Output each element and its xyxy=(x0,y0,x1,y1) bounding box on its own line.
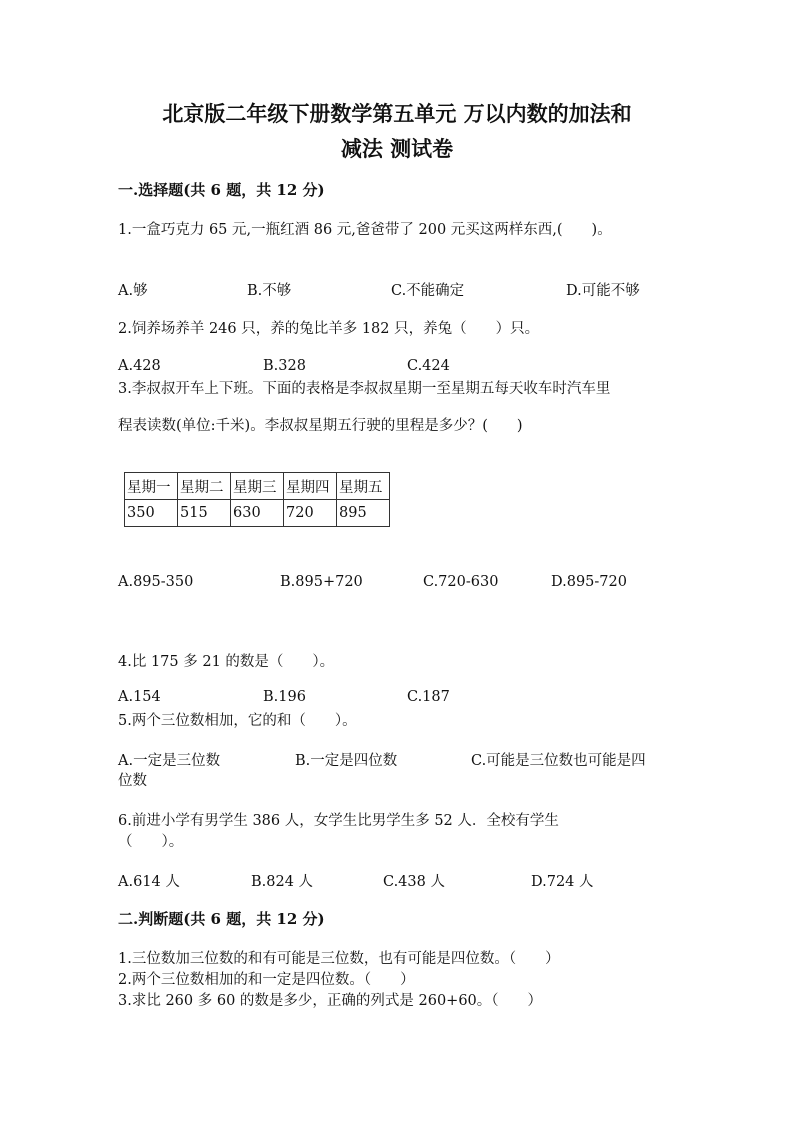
table-cell: 350 xyxy=(125,500,178,527)
question-6-option-a: A.614 人 xyxy=(118,874,180,890)
question-4-option-c: C.187 xyxy=(407,689,450,705)
question-3-option-b: B.895+720 xyxy=(280,574,363,590)
table-header-cell: 星期二 xyxy=(178,473,231,500)
judgement-item-3: 3.求比 260 多 60 的数是多少，正确的列式是 260+60。（ ） xyxy=(118,993,543,1009)
question-3-option-d: D.895-720 xyxy=(551,574,627,590)
question-6-text-line-2: （ ）。 xyxy=(118,834,184,850)
table-cell: 630 xyxy=(231,500,284,527)
question-3-option-a: A.895-350 xyxy=(118,574,194,590)
table-header-cell: 星期三 xyxy=(231,473,284,500)
question-5-option-b: B.一定是四位数 xyxy=(295,753,398,769)
question-3-text-line-2: 程表读数(单位:千米)。李叔叔星期五行驶的里程是多少？( ) xyxy=(118,418,523,434)
table-row xyxy=(125,500,390,527)
question-2-option-c: C.424 xyxy=(407,358,450,374)
question-3-text-line-1: 3.李叔叔开车上下班。下面的表格是李叔叔星期一至星期五每天收车时汽车里 xyxy=(118,381,611,397)
question-6-option-c: C.438 人 xyxy=(383,874,445,890)
question-5-option-c-wrap: 位数 xyxy=(118,773,147,789)
question-1-option-a: A.够 xyxy=(118,283,148,299)
page-title-line-2: 减法 测试卷 xyxy=(340,136,454,161)
mileage-table xyxy=(124,472,390,527)
section-heading-judgement: 二.判断题(共 6 题，共 12 分) xyxy=(118,910,325,928)
question-6-option-b: B.824 人 xyxy=(251,874,314,890)
question-2-text: 2.饲养场养羊 246 只，养的兔比羊多 182 只，养兔（ ）只。 xyxy=(118,321,540,337)
table-header-cell: 星期四 xyxy=(284,473,337,500)
question-1-option-d: D.可能不够 xyxy=(566,283,640,299)
table-header-cell: 星期五 xyxy=(337,473,390,500)
question-5-option-a: A.一定是三位数 xyxy=(118,753,221,769)
question-3-option-c: C.720-630 xyxy=(423,574,499,590)
question-5-option-c: C.可能是三位数也可能是四 xyxy=(471,753,646,769)
question-4-option-a: A.154 xyxy=(118,689,161,705)
question-2-option-b: B.328 xyxy=(263,358,306,374)
table-cell: 895 xyxy=(337,500,390,527)
question-6-option-d: D.724 人 xyxy=(531,874,594,890)
question-5-text: 5.两个三位数相加，它的和（ ）。 xyxy=(118,713,357,729)
table-cell: 720 xyxy=(284,500,337,527)
section-heading-choice: 一.选择题(共 6 题，共 12 分) xyxy=(118,181,325,199)
question-1-option-c: C.不能确定 xyxy=(391,283,465,299)
table-header-cell: 星期一 xyxy=(125,473,178,500)
question-6-text-line-1: 6.前进小学有男学生 386 人，女学生比男学生多 52 人．全校有学生 xyxy=(118,813,559,829)
table-cell: 515 xyxy=(178,500,231,527)
question-1-text: 1.一盒巧克力 65 元,一瓶红酒 86 元,爸爸带了 200 元买这两样东西,( )。 xyxy=(118,222,612,238)
question-4-option-b: B.196 xyxy=(263,689,306,705)
question-2-option-a: A.428 xyxy=(118,358,161,374)
question-4-text: 4.比 175 多 21 的数是（ ）。 xyxy=(118,654,335,670)
page-title-line-1: 北京版二年级下册数学第五单元 万以内数的加法和 xyxy=(162,101,632,126)
judgement-item-2: 2.两个三位数相加的和一定是四位数。（ ） xyxy=(118,972,415,988)
judgement-item-1: 1.三位数加三位数的和有可能是三位数，也有可能是四位数。（ ） xyxy=(118,951,560,967)
table-header-row xyxy=(125,473,390,500)
question-1-option-b: B.不够 xyxy=(247,283,292,299)
